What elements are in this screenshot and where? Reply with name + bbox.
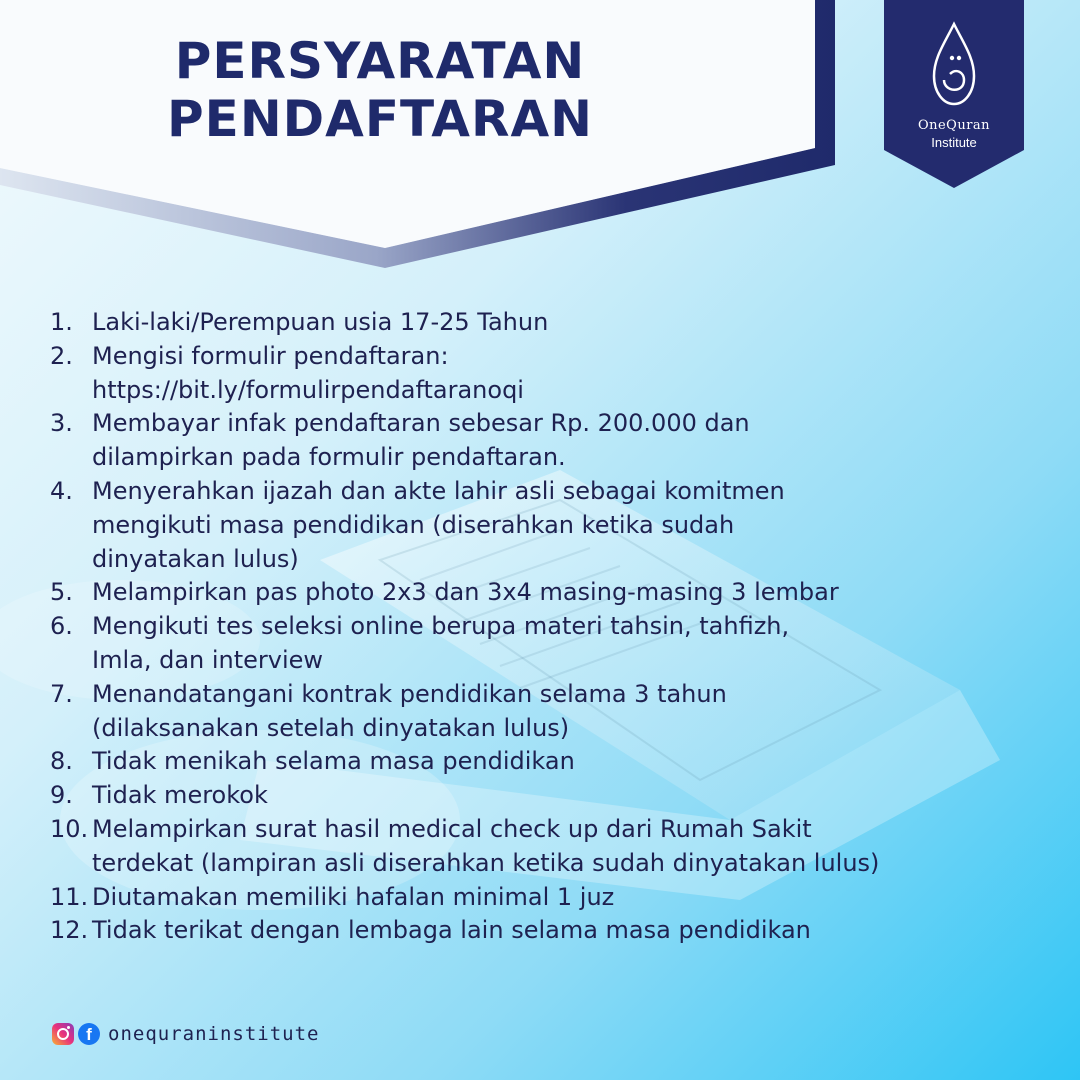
requirement-text [92, 881, 1050, 915]
requirement-number: 2. [50, 341, 73, 370]
requirement-text [92, 813, 1050, 881]
requirement-text [92, 745, 1050, 779]
requirement-text [92, 576, 1050, 610]
requirement-text [92, 475, 1050, 576]
requirement-number: 3. [50, 409, 73, 438]
requirement-line: Tidak merokok [92, 781, 268, 810]
requirement-number: 7. [50, 679, 73, 708]
requirement-line: dilampirkan pada formulir pendaftaran. [92, 443, 566, 472]
requirement-line: Membayar infak pendaftaran sebesar Rp. 200.000 dan [92, 409, 750, 438]
requirement-text [92, 340, 1050, 408]
requirement-item [50, 881, 1050, 915]
requirement-text [92, 306, 1050, 340]
requirement-number: 11. [50, 882, 89, 911]
requirement-text [92, 610, 1050, 678]
requirement-text [92, 779, 1050, 813]
requirement-text [92, 407, 1050, 475]
page-title [150, 32, 610, 148]
requirement-line: Laki-laki/Perempuan usia 17-25 Tahun [92, 308, 549, 336]
requirement-line: Mengikuti tes seleksi online berupa materi tahsin, tahfizh, [92, 612, 790, 641]
requirement-item [50, 340, 1050, 408]
requirement-number: 6. [50, 612, 73, 641]
requirement-item [50, 407, 1050, 475]
requirement-number: 1. [50, 308, 73, 336]
requirement-line: terdekat (lampiran asli diserahkan ketika sudah dinyatakan lulus) [92, 848, 880, 877]
social-footer [52, 1022, 319, 1046]
requirement-item [50, 813, 1050, 881]
requirement-number: 9. [50, 781, 73, 810]
requirement-number: 5. [50, 578, 73, 607]
requirement-line: Diutamakan memiliki hafalan minimal 1 juz [92, 882, 615, 911]
title-line-1: PERSYARATAN [174, 32, 586, 90]
requirement-line: (dilaksanakan setelah dinyatakan lulus) [92, 713, 570, 742]
requirement-line[interactable]: https://bit.ly/formulirpendaftaranoqi [92, 375, 524, 404]
requirement-text [92, 678, 1050, 746]
onequran-logo-badge [884, 0, 1024, 190]
requirement-number: 4. [50, 476, 73, 505]
requirement-item [50, 306, 1050, 340]
instagram-icon[interactable] [52, 1023, 74, 1045]
logo-badge-shape [884, 0, 1024, 190]
requirements-list [50, 306, 1050, 948]
requirement-line: Melampirkan pas photo 2x3 dan 3x4 masing-masing 3 lembar [92, 578, 839, 607]
requirement-item [50, 678, 1050, 746]
requirement-number: 8. [50, 747, 73, 776]
logo-subtitle: Institute [931, 135, 977, 150]
requirement-line: Menandatangani kontrak pendidikan selama 3 tahun [92, 679, 727, 708]
requirement-line: Menyerahkan ijazah dan akte lahir asli sebagai komitmen [92, 476, 785, 505]
social-handle[interactable]: onequraninstitute [108, 1023, 320, 1045]
requirement-line: dinyatakan lulus) [92, 544, 299, 573]
requirement-line: Tidak menikah selama masa pendidikan [92, 747, 575, 776]
requirement-line: Imla, dan interview [92, 645, 324, 674]
facebook-icon[interactable]: f [78, 1023, 100, 1045]
requirement-text [92, 914, 1050, 948]
requirement-number: 10. [50, 814, 89, 843]
requirement-number: 12. [50, 916, 89, 945]
requirement-item [50, 914, 1050, 948]
requirement-line: Mengisi formulir pendaftaran: [92, 341, 449, 370]
requirement-item [50, 779, 1050, 813]
requirement-item [50, 475, 1050, 576]
title-line-2: PENDAFTARAN [167, 90, 593, 148]
requirement-item [50, 745, 1050, 779]
requirement-line: mengikuti masa pendidikan (diserahkan ketika sudah [92, 510, 735, 539]
logo-name: OneQuran [917, 118, 991, 133]
requirement-item [50, 610, 1050, 678]
requirement-line: Melampirkan surat hasil medical check up dari Rumah Sakit [92, 814, 812, 843]
requirement-line: Tidak terikat dengan lembaga lain selama masa pendidikan [92, 916, 811, 945]
requirement-item [50, 576, 1050, 610]
